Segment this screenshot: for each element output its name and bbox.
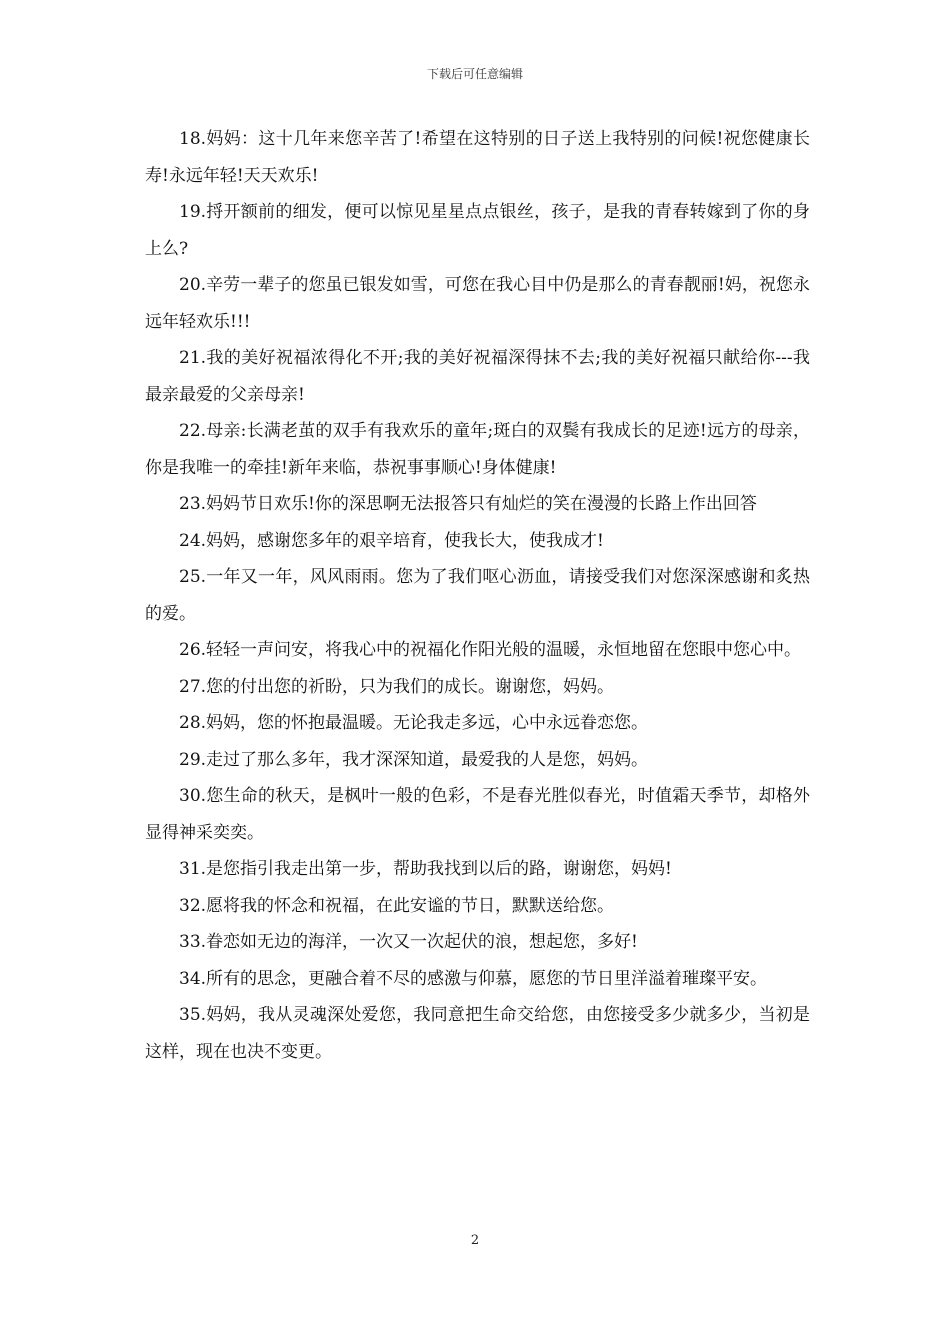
paragraph-20: 20.辛劳一辈子的您虽已银发如雪，可您在我心目中仍是那么的青春靓丽!妈，祝您永远年轻欢乐!!! [145,275,810,332]
paragraph-22: 22.母亲:长满老茧的双手有我欢乐的童年;斑白的双鬓有我成长的足迹!远方的母亲，你是我唯一的牵挂!新年来临，恭祝事事顺心!身体健康! [145,421,810,478]
paragraph-24: 24.妈妈，感谢您多年的艰辛培育，使我长大，使我成才! [179,530,604,551]
paragraph-35: 35.妈妈，我从灵魂深处爱您，我同意把生命交给您，由您接受多少就多少，当初是这样，现在也决不变更。 [145,1005,810,1062]
paragraph-19: 19.捋开额前的细发，便可以惊见星星点点银丝，孩子，是我的青春转嫁到了你的身上么? [145,202,810,259]
paragraph-32: 32.愿将我的怀念和祝福，在此安谧的节日，默默送给您。 [179,895,615,916]
paragraph-29: 29.走过了那么多年，我才深深知道，最爱我的人是您，妈妈。 [179,749,649,770]
paragraph-26: 26.轻轻一声问安，将我心中的祝福化作阳光般的温暖，永恒地留在您眼中您心中。 [179,640,802,660]
page-header: 下载后可任意编辑 [426,67,523,81]
paragraph-31: 31.是您指引我走出第一步，帮助我找到以后的路，谢谢您，妈妈! [179,859,672,879]
paragraph-28: 28.妈妈，您的怀抱最温暖。无论我走多远，心中永远眷恋您。 [179,713,649,733]
paragraph-33: 33.眷恋如无边的海洋，一次又一次起伏的浪，想起您，多好! [179,932,638,952]
paragraph-25: 25.一年又一年，风风雨雨。您为了我们呕心沥血，请接受我们对您深深感谢和炙热的爱。 [145,567,810,624]
paragraph-18: 18.妈妈：这十几年来您辛苦了!希望在这特别的日子送上我特别的问候!祝您健康长寿!永远年轻!天天欢乐! [145,129,810,186]
page-number: 2 [470,1233,480,1248]
paragraph-30: 30.您生命的秋天，是枫叶一般的色彩，不是春光胜似春光，时值霜天季节，却格外显得神采奕奕。 [145,786,810,843]
document-body [145,121,810,1070]
paragraph-34: 34.所有的思念，更融合着不尽的感激与仰慕，愿您的节日里洋溢着璀璨平安。 [179,968,768,989]
paragraph-21: 21.我的美好祝福浓得化不开;我的美好祝福深得抹不去;我的美好祝福只献给你---我最亲最爱的父亲母亲! [145,348,810,405]
paragraph-27: 27.您的付出您的祈盼，只为我们的成长。谢谢您，妈妈。 [179,676,615,697]
paragraph-23: 23.妈妈节日欢乐!你的深思啊无法报答只有灿烂的笑在漫漫的长路上作出回答 [179,494,757,514]
